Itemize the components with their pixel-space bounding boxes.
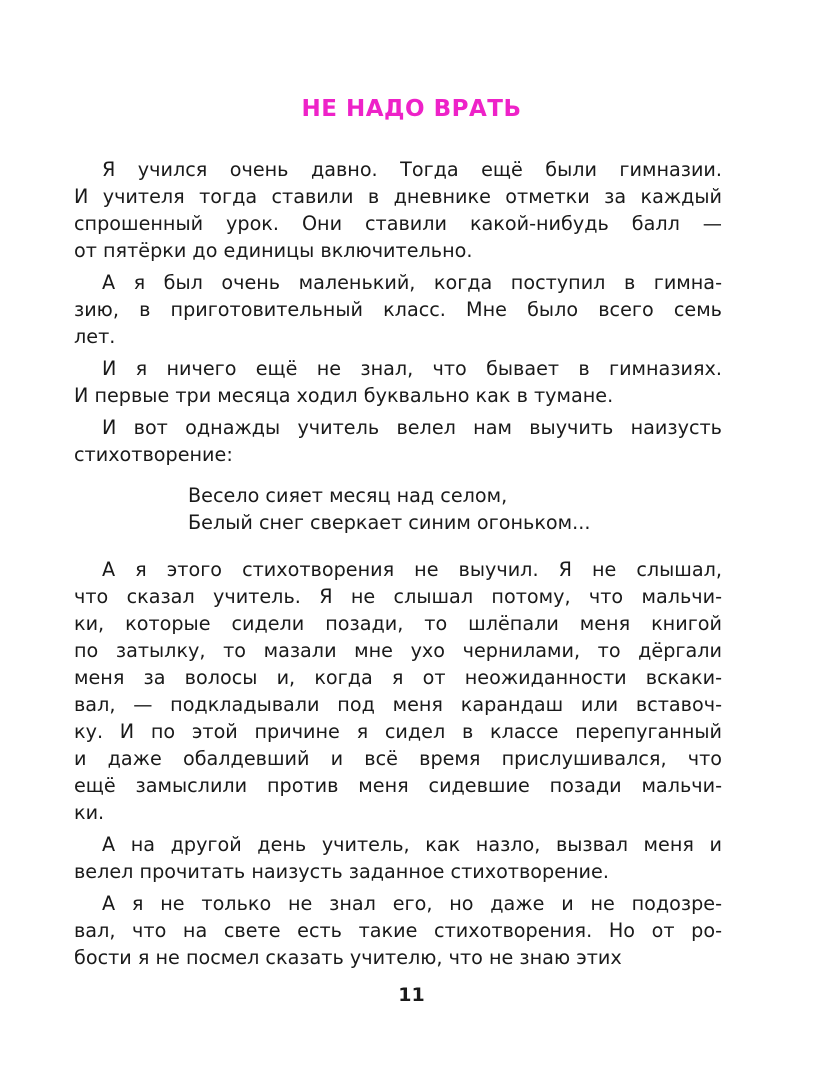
paragraph [74,156,722,264]
text-line: ещё замыслили против меня сидевшие позади мальчи- [74,774,722,797]
page-number: 11 [398,984,425,1006]
text-line: А я этого стихотворения не выучил. Я не слышал, [102,558,722,581]
text-line: И я ничего ещё не знал, что бывает в гимназиях. [102,357,722,380]
paragraph [74,556,722,826]
text-line: А на другой день учитель, как назло, вызвал меня и [102,833,722,856]
text-line: вал, — подкладывали под меня карандаш или вставоч- [74,693,722,716]
text-part-1 [74,156,722,468]
poem-quote [188,482,722,536]
text-line: И вот однажды учитель велел нам выучить наизусть [102,416,722,439]
text-line: лет. [74,325,116,348]
story-text [74,156,722,976]
text-line: что сказал учитель. Я не слышал потому, что мальчи- [74,585,722,608]
text-line: меня за волосы и, когда я от неожиданности вскаки- [74,666,722,689]
text-line: от пятёрки до единицы включительно. [74,239,473,262]
text-line: по затылку, то мазали мне ухо чернилами, то дёргали [74,639,722,662]
text-line: Я учился очень давно. Тогда ещё были гимназии. [102,158,722,181]
text-line: А я не только не знал его, но даже и не подозре- [102,892,722,915]
text-line: ку. И по этой причине я сидел в классе перепуганный [74,720,722,743]
chapter-title: НЕ НАДО ВРАТЬ [301,96,522,122]
text-line: зию, в приготовительный класс. Мне было всего семь [74,298,722,321]
text-line: спрошенный урок. Они ставили какой-нибудь балл — [74,212,722,235]
text-line: стихотворение: [74,443,233,466]
text-line: И первые три месяца ходил буквально как в тумане. [74,384,614,407]
paragraph [74,414,722,468]
text-part-2 [74,556,722,971]
text-line: велел прочитать наизусть заданное стихотворение. [74,860,609,883]
paragraph [74,355,722,409]
paragraph [74,269,722,350]
text-line: вал, что на свете есть такие стихотворения. Но от ро- [74,919,722,942]
poem-line: Белый снег сверкает синим огоньком... [188,511,591,534]
text-line: бости я не посмел сказать учителю, что не знаю этих [74,946,622,969]
poem-line: Весело сияет месяц над селом, [188,484,508,507]
paragraph [74,890,722,971]
text-line: и даже обалдевший и всё время прислушивался, что [74,747,722,770]
paragraph [74,831,722,885]
text-line: ки. [74,801,105,824]
text-line: А я был очень маленький, когда поступил в гимна- [102,271,722,294]
text-line: ки, которые сидели позади, то шлёпали меня книгой [74,612,722,635]
text-line: И учителя тогда ставили в дневнике отметки за каждый [74,185,722,208]
